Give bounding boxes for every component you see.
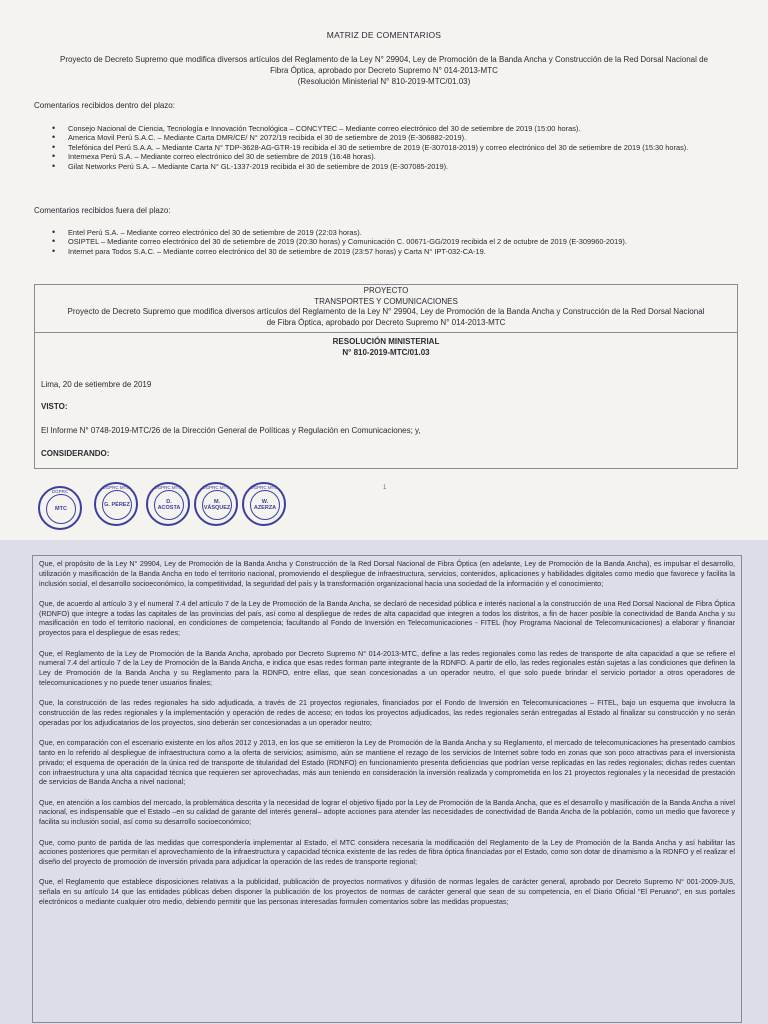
list-item: • Gilat Networks Perú S.A. – Mediante Carta N° GL-1337-2019 recibida el 30 de setiembre de 2019 (E-307085-2019). — [52, 162, 742, 171]
list-item: • Internexa Perú S.A. – Mediante correo electrónico del 30 de setiembre de 2019 (16:48 horas). — [52, 152, 742, 161]
list-item: • Entel Perú S.A. – Mediante correo electrónico del 30 de setiembre de 2019 (22:03 horas). — [52, 228, 742, 237]
project-description: de Fibra Óptica, aprobado por Decreto Supremo N° 014-2013-MTC — [266, 317, 506, 327]
in-term-heading: Comentarios recibidos dentro del plazo: — [34, 101, 175, 110]
out-term-heading: Comentarios recibidos fuera del plazo: — [34, 206, 171, 215]
considerando-paragraph: Que, el propósito de la Ley N° 29904, Ley de Promoción de la Banda Ancha y Construcción de la Red Dorsal Nacional de Fibra Óptica (en adelante, Ley de Promoción de la Banda Ancha), es impulsar el desarrollo, utilización y masificación de la Banda Ancha en todo el territorio nacional, promoviendo el despliegue de infraestructura, servicios, contenidos, aplicaciones y habilidades digitales como medio que favorece y facilita la inclusión social, el desarrollo socioeconómico, la competitividad, la seguridad del país y la transformación organizacional hacia una sociedad de la información y el conocimiento; — [39, 559, 735, 588]
resolution-heading — [35, 337, 737, 358]
considerando-paragraph: Que, el Reglamento de la Ley de Promoción de la Banda Ancha, aprobado por Decreto Supremo N° 014-2013-MTC, define a las redes regionales como las redes de transporte de alta capacidad a que se refiere el numeral 7.4 del artículo 7 de la Ley de Promoción de la Banda Ancha, e indica que esas redes forman parte integrante de la RDNFO. A partir de ello, las redes regionales están sujetas a las condiciones que definen la Ley de Promoción de la Banda Ancha y su Reglamento para la RDNFO, entre ellas, que sean concesionadas a un operador neutro, el que solo puede brindar el servicio portador a otros operadores de telecomunicaciones y no puede tener usuarios finales; — [39, 648, 735, 687]
considerandos-box — [32, 555, 742, 1023]
seal-rim: DGPRC MTC — [154, 485, 182, 490]
project-description: Proyecto de Decreto Supremo que modifica diversos artículos del Reglamento de la Ley N° 29904, Ley de Promoción de la Banda Ancha y Construcción de la Red Dorsal Nacional — [67, 307, 705, 317]
project-subtitle — [30, 54, 738, 87]
resolution-number: N° 810-2019-MTC/01.03 — [342, 347, 430, 357]
seal-icon — [38, 486, 82, 530]
seal-icon — [94, 482, 138, 526]
seal-name: MTC — [46, 494, 76, 524]
project-heading: PROYECTO — [363, 286, 409, 295]
seal-name: D. ACOSTA — [154, 490, 184, 520]
list-item: • Consejo Nacional de Ciencia, Tecnología e Innovación Tecnológica – CONCYTEC – Mediante correo electrónico del 30 de setiembre de 2019 (15:00 horas). — [52, 124, 742, 133]
list-item: • America Movil Perú S.A.C. – Mediante Carta DMR/CE/ N° 2072/19 recibida el 30 de setiembre de 2019 (E-306882-2019). — [52, 133, 742, 142]
resolution-date: Lima, 20 de setiembre de 2019 — [41, 380, 152, 389]
considerando-label: CONSIDERANDO: — [41, 449, 110, 458]
seal-rim: DGPRC MTC — [250, 485, 278, 490]
project-box — [34, 284, 738, 469]
seal-name: G. PÉREZ — [102, 490, 132, 520]
seal-icon — [146, 482, 190, 526]
resolution-title: RESOLUCIÓN MINISTERIAL — [332, 337, 440, 346]
considerando-paragraph: Que, como punto de partida de las medidas que correspondería implementar al Estado, el MTC considera necesaria la modificación del Reglamento de la Ley de Promoción de la Banda Ancha y así habilitar las acciones posteriores que permitan el aprovechamiento de la infraestructura y capacidad técnica existente de las redes de fibra óptica financiadas por el Estado, como son dotar de dinamismo a la RDNFO y el realizar el diseño del proyecto de promoción de inversión privada para adjudicar la operación de las redes de transporte regional; — [39, 837, 735, 867]
seal-rim: DGPRC MTC — [102, 485, 130, 490]
seal-name: M. VÁSQUEZ — [202, 490, 232, 520]
seal-icon — [242, 482, 286, 526]
considerando-paragraph: Que, el Reglamento que establece disposiciones relativas a la publicidad, publicación de proyectos normativos y difusión de normas legales de carácter general, aprobado por Decreto Supremo N° 001-2009-JUS, señala en su artículo 14 que las entidades públicas deben disponer la publicación de los proyectos de normas de carácter general que sean de su competencia, en el Diario Oficial "El Peruano", en sus portales electrónicos o mediante cualquier otro medio, debiendo permitir que las personas interesadas formulen comentarios sobre las medidas propuestas; — [39, 877, 735, 907]
out-term-list — [52, 228, 742, 256]
ministry-name: TRANSPORTES Y COMUNICACIONES — [314, 296, 458, 306]
seal-rim: DGPRC MTC — [202, 485, 230, 490]
considerando-paragraph: Que, en atención a los cambios del mercado, la problemática descrita y la necesidad de lograr el objetivo fijado por la Ley de Promoción de la Banda Ancha, que es el desarrollo y masificación de la Banda Ancha a nivel nacional, es indispensable que el Estado –en su calidad de garante del interés general– adopte acciones para atender las necesidades de conectividad de Banda Ancha de la población, como un medio que favorece y facilita su inclusión social, así como su desarrollo socioeconómico; — [39, 797, 735, 827]
visto-label: VISTO: — [41, 402, 68, 411]
considerando-paragraph: Que, la construcción de las redes regionales ha sido adjudicada, a través de 21 proyectos regionales, financiados por el Fondo de Inversión en Telecomunicaciones – FITEL, bajo un esquema que involucra la construcción de las redes regionales y la implementación y operación de redes de acceso; en todos los proyectos adjudicados, las redes regionales serán entregadas al Estado al finalizar su construcción y no serán operadas por los adjudicatarios de los proyectos, sino deberán ser concesionadas a un operador neutro; — [39, 698, 735, 727]
considerando-paragraph: Que, en comparación con el escenario existente en los años 2012 y 2013, en los que se emitieron la Ley de Promoción de la Banda Ancha y su Reglamento, el mercado de telecomunicaciones ha presentado cambios tanto en lo referido al despliegue de infraestructura como a la oferta de servicios; asimismo, aún se mantiene el rezago de los servicios de Internet sobre todo en zonas que son poco atractivas para el inversionista privado; el esquema de operación de la única red de transporte de titularidad del Estado (RDNFO) en funcionamiento presenta deficiencias que podrían verse replicadas en las redes regionales; dichas redes cuentan con infraestructura y una alta capacidad técnica que requieren ser aprovechadas, más aun teniendo en consideración la inversión realizada y comprometida en los 21 proyectos regionales y la necesidad de prestación de servicios de Banda Ancha a nivel nacional; — [39, 738, 735, 787]
seal-name: W. AZERZA — [250, 490, 280, 520]
informe-text: El Informe N° 0748-2019-MTC/26 de la Dirección General de Políticas y Regulación en Comunicaciones; y, — [41, 426, 421, 435]
subtitle-line: (Resolución Ministerial N° 810-2019-MTC/01.03) — [297, 77, 471, 86]
considerando-paragraph: Que, de acuerdo al artículo 3 y el numeral 7.4 del artículo 7 de la Ley de Promoción de la Banda Ancha, se declaró de necesidad pública e interés nacional a la construcción de una Red Dorsal Nacional de Fibra Óptica (RDNFO) que integre a todas las capitales de las provincias del país, así como al despliegue de redes de alta capacidad que integren a todos los distritos, a fin de hacer posible la conectividad de Banda Ancha y su masificación en todo el territorio nacional, en condiciones de competencia; facultando al Fondo de Inversión en Telecomunicaciones - FITEL (hoy Programa Nacional de Telecomunicaciones) a elaborar y financiar proyectos para el despliegue de esas redes; — [39, 598, 735, 638]
page-number: 1 — [383, 485, 387, 491]
seal-icon — [194, 482, 238, 526]
project-header — [35, 285, 737, 333]
seal-rim: DGPRC — [51, 489, 69, 494]
subtitle-line: Fibra Óptica, aprobado por Decreto Supremo N° 014-2013-MTC — [270, 66, 498, 75]
page-title: MATRIZ DE COMENTARIOS — [326, 30, 442, 40]
list-item: • OSIPTEL – Mediante correo electrónico del 30 de setiembre de 2019 (20:30 horas) y Comunicación C. 00671-GG/2019 recibida el 2 de octubre de 2019 (E-309960-2019). — [52, 237, 742, 246]
approval-seals — [34, 478, 294, 538]
in-term-list — [52, 124, 742, 171]
list-item: • Telefónica del Perú S.A.A. – Mediante Carta N° TDP-3628-AG-GTR-19 recibida el 30 de setiembre de 2019 (E-307018-2019) y correo electrónico del 30 de setiembre de 2019 (15:30 horas). — [52, 143, 742, 152]
subtitle-line: Proyecto de Decreto Supremo que modifica diversos artículos del Reglamento de la Ley N° 29904, Ley de Promoción de la Banda Ancha y Construcción de la Red Dorsal Nacional de — [59, 55, 708, 64]
list-item: • Internet para Todos S.A.C. – Mediante correo electrónico del 30 de setiembre de 2019 (23:57 horas) y Carta N° IPT-032-CA-19. — [52, 247, 742, 256]
